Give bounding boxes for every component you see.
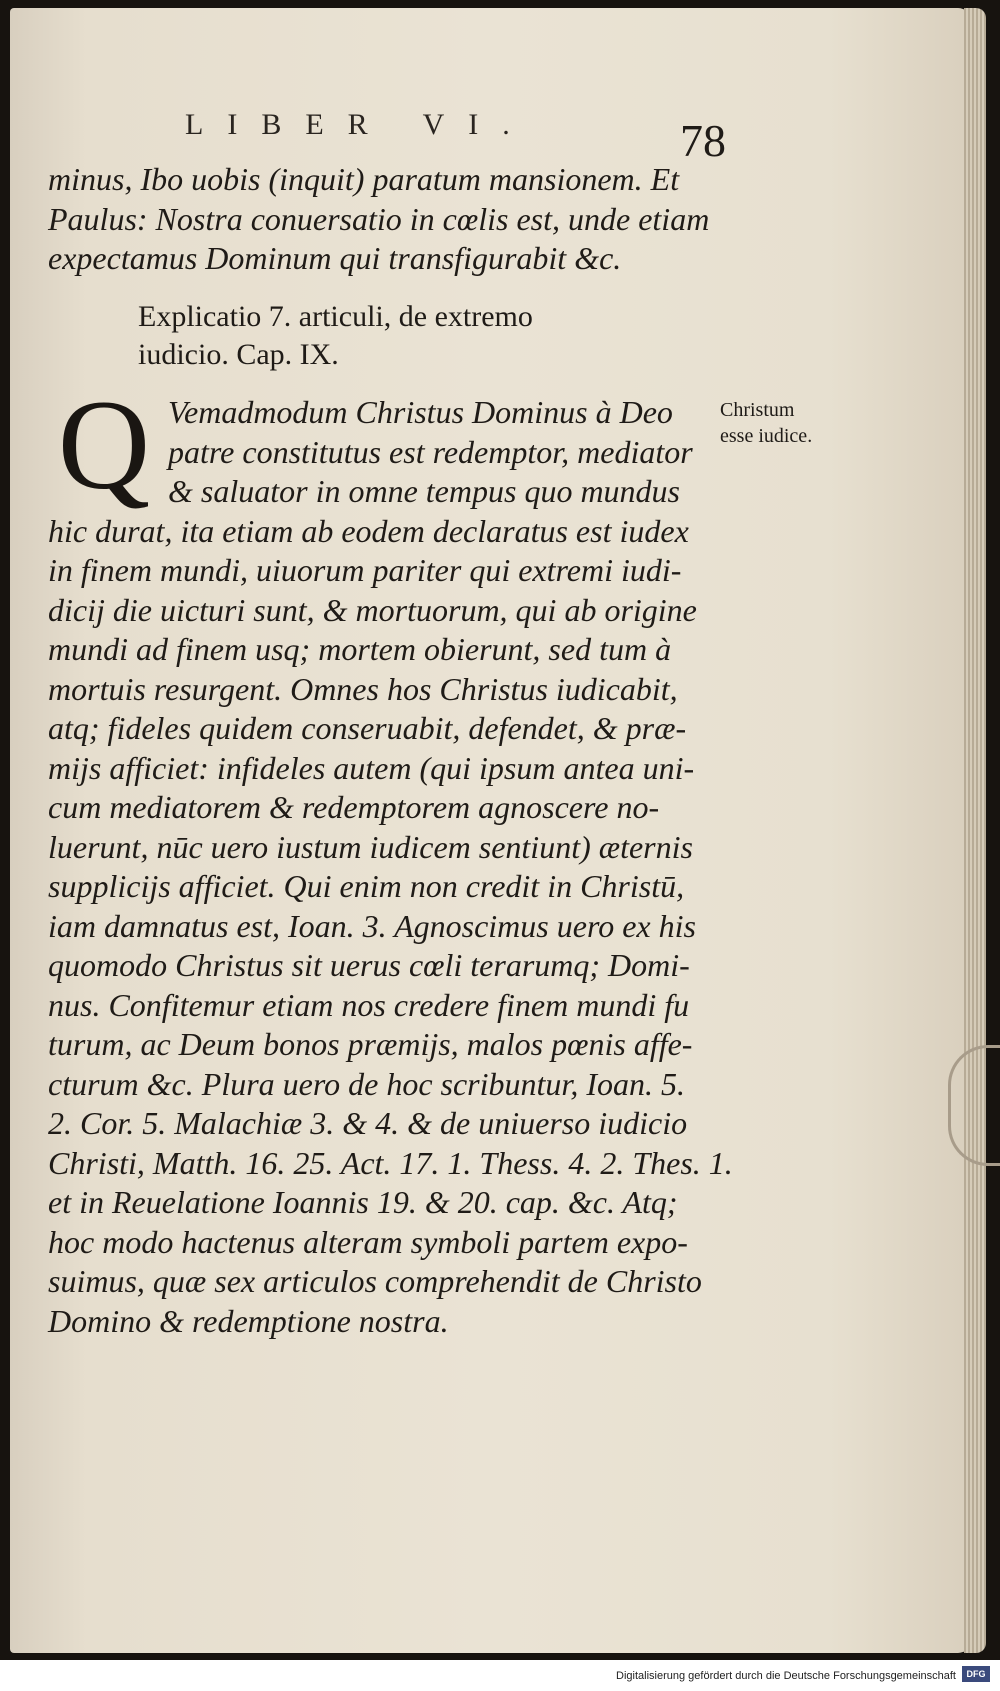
text-line: suimus, quæ sex articulos comprehendit de Christo [48,1263,702,1299]
text-line: et in Reuelatione Ioannis 19. & 20. cap. &c. Atq; [48,1184,678,1220]
text-line: in finem mundi, uiuorum pariter qui extremi iudi- [48,552,682,588]
text-line: mijs afficiet: infideles autem (qui ipsum antea uni- [48,749,695,786]
text-line: hoc modo hactenus alteram symboli partem expo- [48,1223,688,1260]
text-line: atq; fideles quidem conseruabit, defendet, & præ- [48,710,687,746]
text-line: supplicijs afficiet. Qui enim non credit in Christū, [48,868,685,904]
text-line: 2. Cor. 5. Malachiæ 3. & 4. & de uniuerso iudicio [48,1105,688,1141]
page-number: 78 [680,115,726,166]
text-line: Vemadmodum Christus Dominus à Deo [168,394,673,430]
dfg-logo: DFG [962,1666,990,1682]
funding-credit: Digitalisierung gefördert durch die Deutsche Forschungsgemeinschaft [616,1670,956,1682]
text-line: quomodo Christus sit uerus cœli terarumq; Domi- [48,947,690,983]
text-line: cum mediatorem & redemptorem agnoscere no- [48,789,660,825]
text-line: turum, ac Deum bonos præmijs, malos pœnis affe- [48,1026,693,1062]
text-line: patre constitutus est redemptor, mediator [168,433,693,470]
text-line: dicij die uicturi sunt, & mortuorum, qui ab origine [48,591,697,628]
text-line: iam damnatus est, Ioan. 3. Agnoscimus uero ex his [48,907,696,944]
text-line: minus, Ibo uobis (inquit) paratum mansionem. Et [48,161,680,197]
text-line: & saluator in omne tempus quo mundus [168,473,680,509]
text-line: mundi ad finem usq; mortem obierunt, sed tum à [48,631,672,667]
margin-note [720,397,812,449]
text-line: cturum &c. Plura uero de hoc scribuntur, Ioan. 5. [48,1065,685,1102]
page-edge [964,8,986,1653]
text-line: luerunt, nūc uero iustum iudicem sentiunt) æternis [48,828,693,865]
text-line: Domino & redemptione nostra. [48,1302,449,1339]
text-line: Christi, Matth. 16. 25. Act. 17. 1. Thess. 4. 2. Thes. 1. [48,1144,733,1181]
text-line: hic durat, ita etiam ab eodem declaratus est iudex [48,512,689,549]
drop-cap: Q [57,374,151,516]
text-line: nus. Confitemur etiam nos credere finem mundi fu [48,986,690,1023]
heading-line: iudicio. Cap. IX. [138,338,339,371]
heading-line: Explicatio 7. articuli, de extremo [138,300,533,333]
text-line: Paulus: Nostra conuersatio in cœlis est, unde etiam [48,200,710,237]
chapter-heading [138,298,533,374]
text-line: expectamus Dominum qui transfigurabit &c. [48,240,622,276]
thumb-tab [948,1045,1000,1166]
margin-note-line: Christum [720,399,795,421]
running-title: LIBER VI. [185,108,534,141]
top-text-block [48,160,718,279]
margin-note-line: esse iudice. [720,425,813,447]
body-text-block [48,374,733,1341]
text-line: mortuis resurgent. Omnes hos Christus iudicabit, [48,670,678,707]
